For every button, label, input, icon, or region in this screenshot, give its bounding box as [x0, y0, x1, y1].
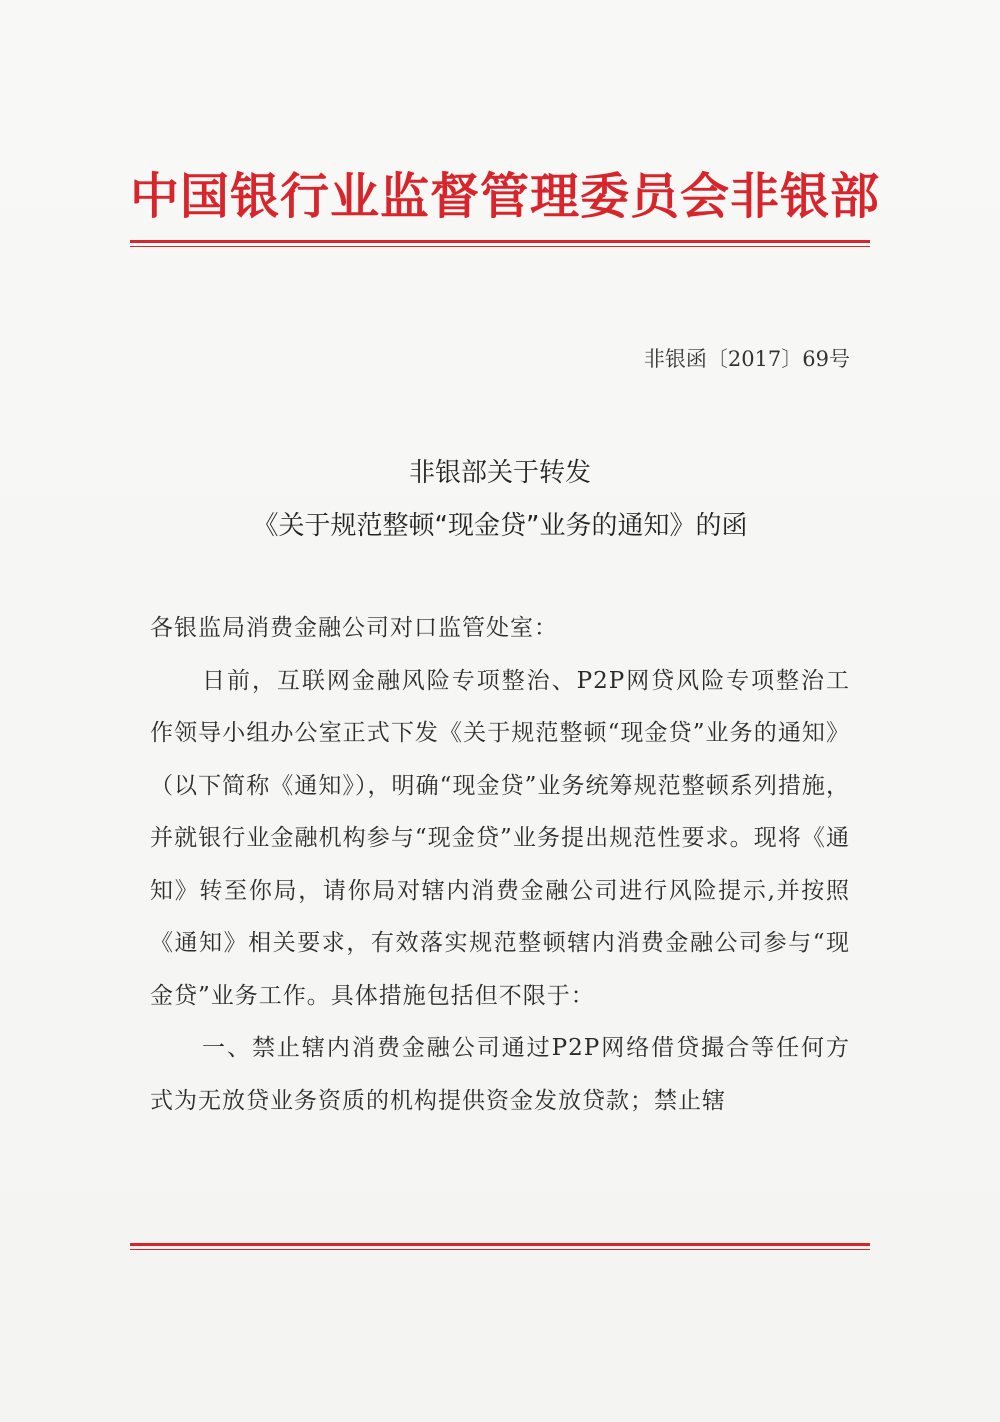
salutation: 各银监局消费金融公司对口监管处室：	[150, 615, 558, 641]
body-paragraph-2: 一、禁止辖内消费金融公司通过P2P网络借贷撮合等任何方式为无放贷业务资质的机构提供资金发放贷款；禁止辖	[150, 1035, 850, 1114]
document-title-line1: 非银部关于转发	[408, 458, 591, 488]
letterhead-red-rule	[130, 240, 870, 247]
body-paragraph-1: 日前，互联网金融风险专项整治、P2P网贷风险专项整治工作领导小组办公室正式下发《关于规范整顿“现金贷”业务的通知》（以下简称《通知》），明确“现金贷”业务统筹规范整顿系列措施，并就银行业金融机构参与“现金贷”业务提出规范性要求。现将《通知》转至你局，请你局对辖内消费金融公司进行风险提示,并按照《通知》相关要求，有效落实规范整顿辖内消费金融公司参与“现金贷”业务工作。具体措施包括但不限于：	[150, 667, 850, 1009]
letterhead-title: 中国银行业监督管理委员会非银部	[130, 167, 881, 225]
document-title-line2: 《关于规范整顿“现金贷”业务的通知》的函	[252, 511, 748, 541]
document-body	[150, 602, 850, 1127]
document-number: 非银函〔2017〕69号	[643, 347, 850, 371]
footer-red-rule	[130, 1243, 870, 1250]
